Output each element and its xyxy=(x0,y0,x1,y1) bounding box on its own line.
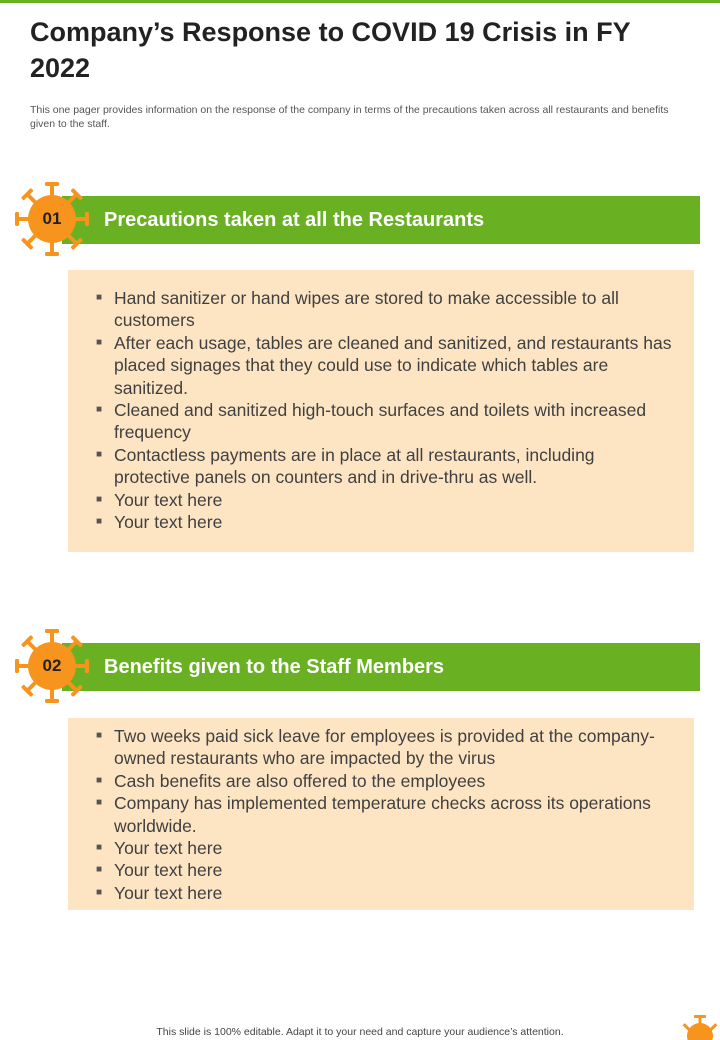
list-item: ■ Cleaned and sanitized high-touch surfaces and toilets with increased frequency xyxy=(96,400,647,443)
virus-corner-icon xyxy=(680,1014,720,1040)
square-bullet-icon: ■ xyxy=(96,336,103,348)
square-bullet-icon: ■ xyxy=(96,886,103,898)
footer-note: This slide is 100% editable. Adapt it to your need and capture your audience’s attention. xyxy=(156,1026,564,1038)
square-bullet-icon: ■ xyxy=(96,797,103,809)
virus-badge-icon xyxy=(12,626,92,706)
list-item: ■ After each usage, tables are cleaned and sanitized, and restaurants has placed signages that they could use to indicate which tables are sanitized. xyxy=(96,332,672,398)
section-heading: Precautions taken at all the Restaurants xyxy=(104,209,485,231)
section-heading: Benefits given to the Staff Members xyxy=(104,656,445,678)
square-bullet-icon: ■ xyxy=(96,493,103,505)
list-item: ■ Your text here xyxy=(96,512,223,533)
precautions-card xyxy=(68,270,694,552)
precautions-list xyxy=(68,287,694,533)
section-number: 02 xyxy=(42,656,62,675)
square-bullet-icon: ■ xyxy=(96,842,103,854)
virus-badge-icon xyxy=(12,179,92,259)
list-item: ■ Your text here xyxy=(96,882,223,903)
page-title: Company’s Response to COVID 19 Crisis in FY 2022 xyxy=(30,17,631,83)
square-bullet-icon: ■ xyxy=(96,292,103,303)
square-bullet-icon: ■ xyxy=(96,404,103,416)
list-item: ■ Your text here xyxy=(96,838,223,859)
section-header-precautions xyxy=(62,196,700,244)
benefits-card xyxy=(68,718,694,910)
top-rule xyxy=(0,0,720,3)
list-item: ■ Hand sanitizer or hand wipes are stored to make accessible to all customers xyxy=(96,288,619,331)
section-number: 01 xyxy=(42,209,62,228)
list-item: ■ Two weeks paid sick leave for employees is provided at the company-owned restaurants who are impacted by the virus xyxy=(96,726,655,769)
list-item: ■ Contactless payments are in place at all restaurants, including protective panels on counters and in drive-thru as well. xyxy=(96,444,595,488)
list-item: ■ Your text here xyxy=(96,860,223,881)
page-subtitle: This one pager provides information on the response of the company in terms of the precautions taken across all restaurants and benefits given to the staff. xyxy=(30,104,669,130)
square-bullet-icon: ■ xyxy=(96,516,103,528)
square-bullet-icon: ■ xyxy=(96,864,103,876)
list-item: ■ Your text here xyxy=(96,489,223,510)
list-item: ■ Cash benefits are also offered to the employees xyxy=(96,770,486,791)
square-bullet-icon: ■ xyxy=(96,774,103,786)
list-item: ■ Company has implemented temperature checks across its operations worldwide. xyxy=(96,793,651,836)
square-bullet-icon: ■ xyxy=(96,730,103,741)
benefits-list xyxy=(68,725,694,904)
section-header-benefits xyxy=(62,643,700,691)
square-bullet-icon: ■ xyxy=(96,448,103,460)
